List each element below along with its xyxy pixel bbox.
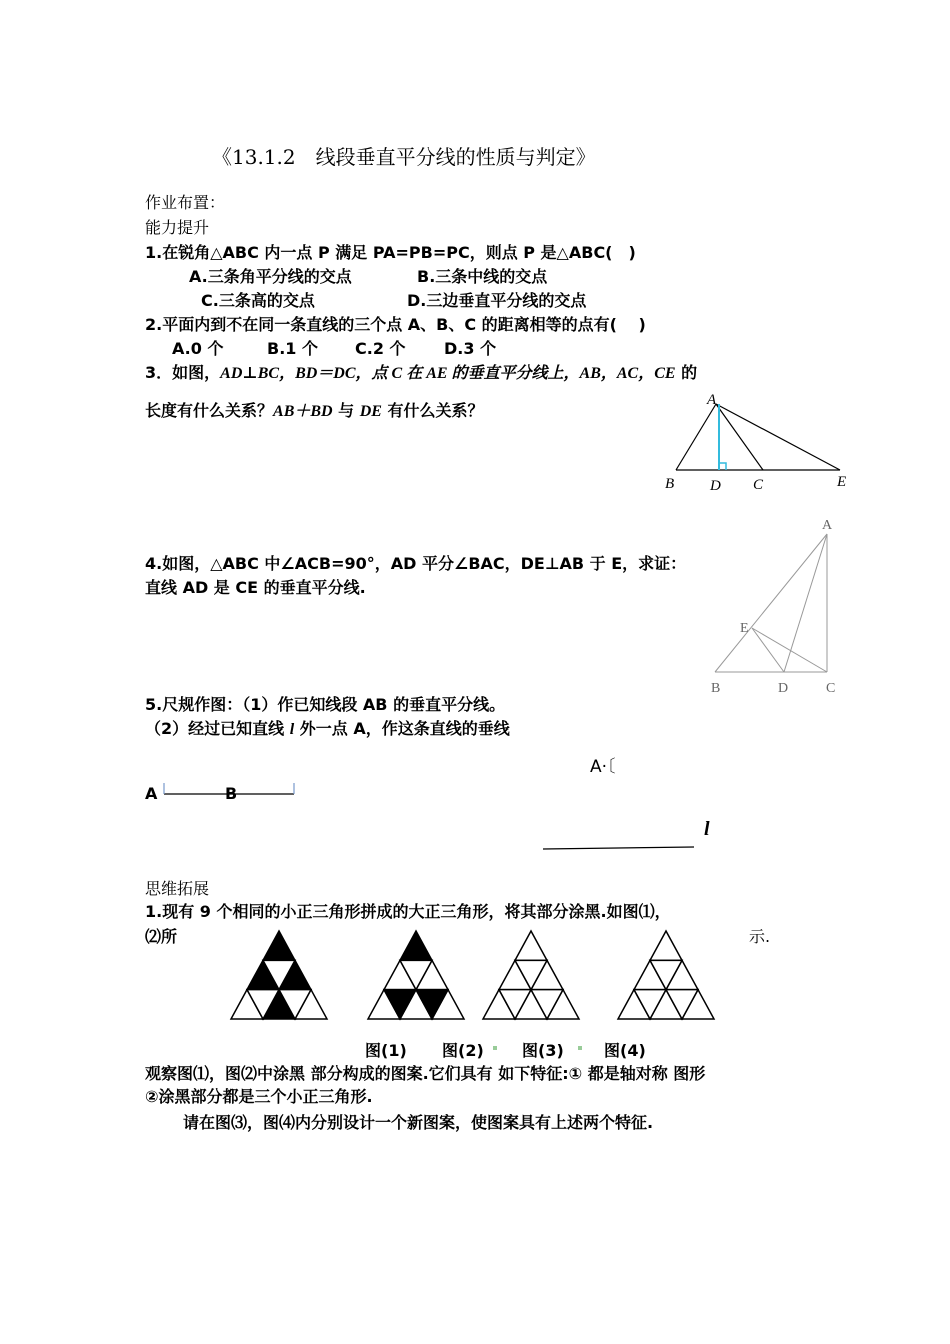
caption-fig3: 图(3) (522, 1041, 564, 1060)
q3-line2-mid: 与 (332, 401, 360, 420)
e1-observation-1: 观察图⑴，图⑵中涂黑 部分构成的图案.它们具有 如下特征:① 都是轴对称 图形 (145, 1064, 706, 1083)
e1-line1: 1.现有 9 个相同的小正三角形拼成的大正三角形，将其部分涂黑.如图⑴， (145, 902, 671, 921)
q2-stem: 2.平面内到不在同一条直线的三个点 A、B、C 的距离相等的点有( ) (145, 315, 646, 334)
small-triangle-up (263, 931, 295, 960)
q3-segment-ab (676, 404, 716, 470)
triangle-fig-3 (483, 931, 579, 1019)
q5-line2-l: l (289, 721, 295, 738)
q4-figure (700, 510, 850, 700)
q3-line2-prefix: 长度有什么关系？ (145, 401, 274, 420)
triangle-fig-4 (618, 931, 714, 1019)
q1-option-a: A.三条角平分线的交点 (189, 267, 352, 286)
q1-option-d: D.三边垂直平分线的交点 (407, 291, 587, 310)
q5-segment-label-a: A (145, 784, 158, 803)
q3-line1 (145, 360, 697, 383)
q5-line-l (540, 840, 700, 854)
q4-segment-ad (784, 534, 827, 672)
q3-segment-ac (716, 404, 763, 470)
q4-label-d: D (778, 681, 789, 696)
q3-line2-expr2: DE (359, 403, 382, 420)
e1-line2-right: 示. (749, 927, 771, 946)
q3-line2-expr: AB＋BD (273, 403, 333, 420)
q3-label-b: B (665, 476, 675, 492)
e1-line2-left: ⑵所 (145, 927, 178, 946)
q4-segment-ed (752, 628, 784, 672)
q4-label-b: B (711, 681, 721, 696)
q3-line2 (145, 398, 484, 421)
q4-line2: 直线 AD 是 CE 的垂直平分线. (145, 578, 366, 597)
q1-stem: 1.在锐角△ABC 内一点 P 满足 PA=PB=PC，则点 P 是△ABC( ) (145, 243, 636, 262)
q2-option-d: D.3 个 (444, 339, 497, 358)
triangle-fig-2 (368, 931, 464, 1019)
q3-figure (660, 388, 860, 493)
page-title: 《13.1.2 线段垂直平分线的性质与判定》 (212, 145, 596, 169)
speck-dot-2 (578, 1046, 582, 1050)
section-homework: 作业布置： (145, 193, 226, 212)
q4-segment-ab (715, 534, 827, 672)
triangles-figure (225, 926, 735, 1024)
q1-option-b: B.三条中线的交点 (417, 267, 548, 286)
q3-segment-ae (716, 404, 840, 470)
q5-line2-a: （2）经过已知直线 (145, 719, 290, 738)
q4-segment-ec (752, 628, 827, 672)
q2-option-b: B.1 个 (267, 339, 318, 358)
small-triangle-up (650, 931, 682, 960)
q5-line1: 5.尺规作图：（1）作已知线段 AB 的垂直平分线。 (145, 695, 506, 714)
q3-line1-suffix: 的 (675, 363, 698, 382)
triangle-fig-1 (231, 931, 327, 1019)
q3-label-c: C (753, 477, 764, 493)
speck-dot-1 (493, 1046, 497, 1050)
section-ability: 能力提升 (145, 218, 210, 237)
q4-label-c: C (826, 681, 836, 696)
q3-label-a: A (707, 392, 717, 408)
q4-label-a: A (822, 518, 833, 533)
q3-line1-prefix: 3．如图， (145, 363, 221, 382)
q5-line2 (145, 716, 510, 739)
caption-fig2: 图(2) (442, 1041, 484, 1060)
q5-segment-label-b: B (225, 784, 238, 803)
q1-option-c: C.三条高的交点 (201, 291, 315, 310)
q2-option-a: A.0 个 (172, 339, 224, 358)
q5-line2-b: 外一点 A，作这条直线的垂线 (294, 719, 510, 738)
q4-label-e: E (740, 621, 749, 636)
q3-right-angle-mark (719, 463, 726, 470)
caption-fig4: 图(4) (604, 1041, 646, 1060)
q3-line1-expr: AD⊥BC，BD＝DC，点 C 在 AE 的垂直平分线上，AB，AC，CE (220, 365, 676, 382)
q3-label-e: E (837, 474, 847, 490)
small-triangle-up (400, 931, 432, 960)
q2-option-c: C.2 个 (355, 339, 406, 358)
small-triangle-up (515, 931, 547, 960)
caption-fig1: 图(1) (365, 1041, 407, 1060)
section-extend: 思维拓展 (145, 879, 210, 898)
q5-line-l-label: l (704, 818, 710, 840)
q3-line2-suffix: 有什么关系？ (381, 401, 484, 420)
q4-line1: 4.如图，△ABC 中∠ACB=90°，AD 平分∠BAC，DE⊥AB 于 E，求证： (145, 554, 687, 573)
q5-point-a: A·〔 (590, 757, 616, 777)
e1-observation-2: ②涂黑部分都是三个小正三角形. (145, 1087, 373, 1106)
q3-label-d: D (710, 478, 721, 493)
e1-ask: 请在图⑶，图⑷内分别设计一个新图案，使图案具有上述两个特征. (183, 1113, 654, 1132)
